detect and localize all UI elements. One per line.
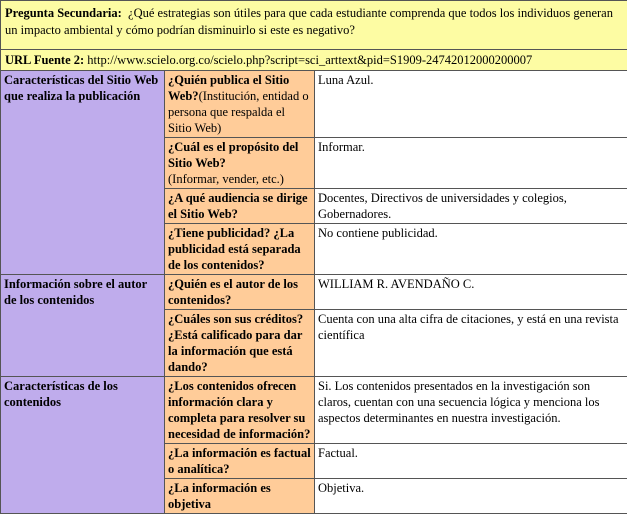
criterion-bold: ¿Los contenidos ofrecen información clara y completa para resolver su necesidad de información? — [168, 379, 310, 441]
url-row — [1, 50, 627, 71]
criterion-bold: ¿Quién publica el Sitio Web? — [168, 73, 289, 103]
question-row — [1, 1, 627, 50]
criterion-cell — [165, 71, 315, 138]
criterion-cell — [165, 275, 315, 310]
criterion-bold: ¿Tiene publicidad? ¿La publicidad está separada de los contenidos? — [168, 226, 301, 272]
answer-cell: Si. Los contenidos presentados en la investigación son claros, cuentan con una secuencia lógica y menciona los aspectos determinantes en nuestra investigación. — [315, 377, 627, 444]
answer-cell: Informar. — [315, 138, 627, 189]
answer-cell: Docentes, Directivos de universidades y colegios, Gobernadores. — [315, 189, 627, 224]
answer-cell: Luna Azul. — [315, 71, 627, 138]
answer-cell: Factual. — [315, 444, 627, 479]
url-cell — [1, 50, 627, 71]
question-label: Pregunta Secundaria: — [5, 6, 122, 20]
criterion-cell — [165, 138, 315, 189]
criterion-cell — [165, 189, 315, 224]
criterion-note: (Institución, entidad o persona que respalda el Sitio Web) — [168, 89, 309, 135]
table-row — [1, 377, 627, 444]
criterion-bold: ¿Quién es el autor de los contenidos? — [168, 277, 298, 307]
criterion-bold: ¿Cuáles son sus créditos? ¿Está calificado para dar la información que está dando? — [168, 312, 303, 374]
table-row — [1, 71, 627, 138]
criterion-bold: ¿A qué audiencia se dirige el Sitio Web? — [168, 191, 308, 221]
answer-cell: No contiene publicidad. — [315, 224, 627, 275]
criterion-bold: ¿La información es factual o analítica? — [168, 446, 311, 476]
criterion-bold: ¿La información es objetiva — [168, 481, 271, 511]
criterion-cell — [165, 377, 315, 444]
criterion-cell — [165, 444, 315, 479]
url-label: URL Fuente 2: — [5, 53, 84, 67]
category-website: Características del Sitio Web que realiza la publicación — [1, 71, 165, 275]
criterion-cell — [165, 479, 315, 514]
table-row — [1, 275, 627, 310]
question-text: ¿Qué estrategias son útiles para que cada estudiante comprenda que todos los individuos generan un impacto ambiental y cómo podrían disminuirlo si este es negativo? — [5, 6, 613, 37]
url-link[interactable]: http://www.scielo.org.co/scielo.php?script=sci_arttext&pid=S1909-24742012000200007 — [87, 53, 532, 67]
answer-cell: Objetiva. — [315, 479, 627, 514]
criterion-note: (Informar, vender, etc.) — [168, 172, 284, 186]
answer-cell: WILLIAM R. AVENDAÑO C. — [315, 275, 627, 310]
secondary-question-cell — [1, 1, 627, 50]
answer-cell: Cuenta con una alta cifra de citaciones, y está en una revista científica — [315, 310, 627, 377]
criterion-cell — [165, 224, 315, 275]
criterion-cell — [165, 310, 315, 377]
criterion-bold: ¿Cuál es el propósito del Sitio Web? — [168, 140, 298, 170]
category-contents: Características de los contenidos — [1, 377, 165, 514]
category-author: Información sobre el autor de los contenidos — [1, 275, 165, 377]
